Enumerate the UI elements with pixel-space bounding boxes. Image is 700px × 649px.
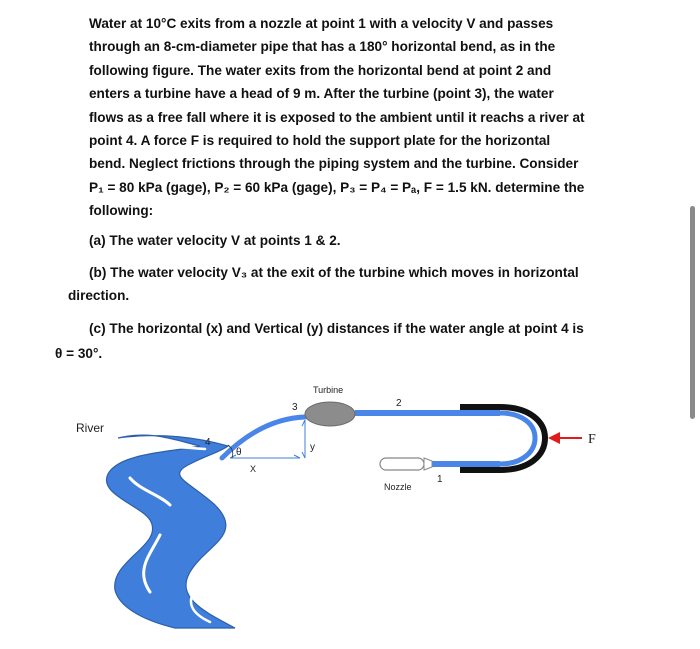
part-b-line2: direction. bbox=[68, 288, 130, 303]
river-shape bbox=[106, 435, 235, 628]
problem-line: P₁ = 80 kPa (gage), P₂ = 60 kPa (gage), P₃ = P₄ = Pₐ, F = 1.5 kN. determine the bbox=[89, 179, 585, 195]
problem-line: following: bbox=[89, 203, 154, 219]
point-2-label: 2 bbox=[396, 398, 402, 409]
problem-line: following figure. The water exits from the horizontal bend at point 2 and bbox=[89, 62, 552, 78]
part-b-line1: (b) The water velocity V₃ at the exit of the turbine which moves in horizontal bbox=[89, 265, 579, 280]
problem-statement bbox=[89, 12, 619, 223]
nozzle-label: Nozzle bbox=[384, 482, 412, 492]
free-fall-jet bbox=[222, 417, 305, 458]
point-1-label: 1 bbox=[437, 474, 443, 485]
river-label: River bbox=[76, 421, 105, 435]
nozzle bbox=[380, 458, 432, 470]
figure-diagram bbox=[0, 370, 700, 649]
turbine bbox=[305, 402, 355, 426]
part-c-line1: (c) The horizontal (x) and Vertical (y) distances if the water angle at point 4 is bbox=[89, 321, 584, 336]
dimension-y bbox=[302, 420, 305, 458]
problem-line: point 4. A force F is required to hold the support plate for the horizontal bbox=[89, 133, 551, 149]
x-dimension-label: X bbox=[250, 464, 257, 474]
theta-label: θ bbox=[236, 447, 242, 458]
force-label: F bbox=[588, 432, 596, 447]
bend-outer bbox=[460, 407, 545, 470]
problem-line: flows as a free fall where it is exposed to the ambient until it reachs a river at bbox=[89, 109, 585, 125]
bend-inner bbox=[500, 413, 535, 464]
point-3-label: 3 bbox=[292, 402, 298, 413]
force-arrow bbox=[548, 432, 582, 444]
problem-line: Water at 10°C exits from a nozzle at point 1 with a velocity V and passes bbox=[89, 16, 554, 31]
part-a: (a) The water velocity V at points 1 & 2. bbox=[89, 233, 341, 248]
problem-line: bend. Neglect frictions through the piping system and the turbine. Consider bbox=[89, 156, 579, 172]
point-4-label: 4 bbox=[205, 437, 211, 448]
problem-line: enters a turbine have a head of 9 m. After the turbine (point 3), the water bbox=[89, 86, 554, 102]
part-c-line2: θ = 30°. bbox=[55, 346, 103, 361]
turbine-label: Turbine bbox=[313, 385, 344, 395]
problem-line: through an 8-cm-diameter pipe that has a 180° horizontal bend, as in the bbox=[89, 39, 556, 55]
y-dimension-label: y bbox=[310, 442, 315, 453]
